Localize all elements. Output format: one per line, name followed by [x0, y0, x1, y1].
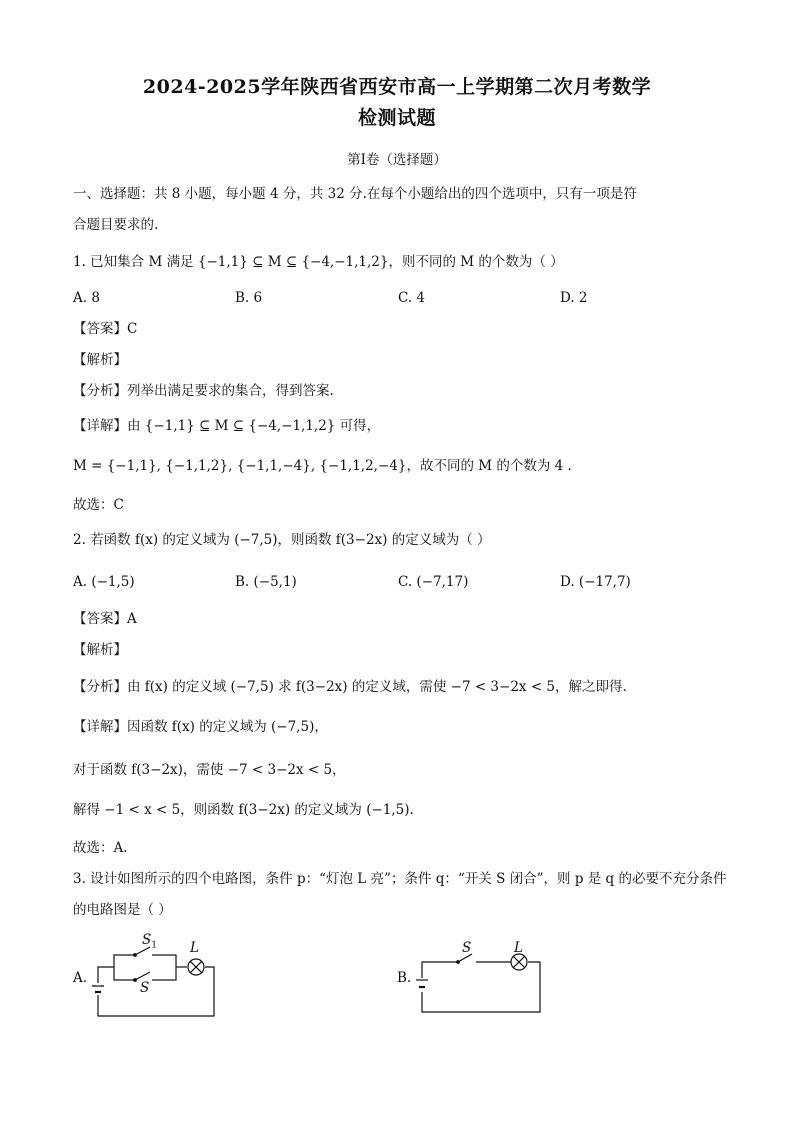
q2-option-d: D. (−17,7): [560, 574, 631, 590]
q2-analysis: 【分析】由 f(x) 的定义域 (−7,5) 求 f(3−2x) 的定义域，需使 −7 < 3−2x < 5，解之即得.: [73, 679, 627, 695]
q1-option-c: C. 4: [398, 290, 426, 306]
q1-analysis-head: 【解析】: [73, 352, 127, 368]
q2-answer: 【答案】A: [73, 611, 137, 627]
q1-choose: 故选：C: [73, 497, 124, 513]
switch-s1-label: $S_1$: [142, 932, 157, 951]
doc-title-line1: 2024-2025学年陕西省西安市高一上学期第二次月考数学: [142, 76, 652, 98]
q1-option-a: A. 8: [73, 290, 100, 306]
q2-option-b: B. (−5,1): [235, 574, 297, 590]
q3-option-a-label: A.: [73, 970, 88, 986]
q1-detail1: 【详解】由 {−1,1} ⊆ M ⊆ {−4,−1,1,2} 可得，: [73, 418, 381, 434]
switch-s-label-b: S: [462, 940, 472, 956]
instruction-line1: 一、选择题：共 8 小题，每小题 4 分，共 32 分.在每个小题给出的四个选项中，只有一项是符: [73, 186, 637, 202]
circuit-diagram-b: [412, 944, 547, 1019]
q1-stem: 1. 已知集合 M 满足 {−1,1} ⊆ M ⊆ {−4,−1,1,2}，则不同的 M 的个数为（ ）: [73, 254, 564, 270]
q2-option-c: C. (−7,17): [398, 574, 469, 590]
q3-stem-line1: 3. 设计如图所示的四个电路图，条件 p：“灯泡 L 亮”；条件 q：“开关 S 闭合”，则 p 是 q 的必要不充分条件: [73, 871, 727, 887]
q2-stem: 2. 若函数 f(x) 的定义域为 (−7,5)，则函数 f(3−2x) 的定义域为（ ）: [73, 532, 491, 548]
volume-heading: 第Ⅰ卷（选择题）: [347, 152, 447, 168]
q2-detail2: 对于函数 f(3−2x)，需使 −7 < 3−2x < 5，: [73, 762, 346, 778]
q1-analysis: 【分析】列举出满足要求的集合，得到答案.: [73, 383, 334, 399]
q1-option-d: D. 2: [560, 290, 588, 306]
circuit-a-outer-wire: [98, 967, 214, 1016]
q1-option-b: B. 6: [235, 290, 263, 306]
q2-option-a: A. (−1,5): [73, 574, 135, 590]
instruction-line2: 合题目要求的.: [73, 217, 159, 233]
q3-stem-line2: 的电路图是（ ）: [73, 902, 172, 918]
q3-option-b-label: B.: [397, 970, 412, 986]
switch-s-label: S: [140, 980, 150, 996]
lamp-l-label: L: [190, 940, 199, 956]
doc-title-line2: 检测试题: [357, 107, 436, 129]
q1-detail2: M = {−1,1}, {−1,1,2}, {−1,1,−4}, {−1,1,2,−4}，故不同的 M 的个数为 4 .: [73, 458, 572, 474]
q2-analysis-head: 【解析】: [73, 642, 127, 658]
q1-answer: 【答案】C: [73, 321, 138, 337]
q2-choose: 故选：A.: [73, 840, 128, 856]
circuit-a-parallel-loop: [114, 955, 176, 980]
lamp-l-label-b: L: [514, 940, 523, 956]
q2-detail1: 【详解】因函数 f(x) 的定义域为 (−7,5)，: [73, 719, 328, 735]
q2-detail3: 解得 −1 < x < 5，则函数 f(3−2x) 的定义域为 (−1,5).: [73, 802, 414, 818]
